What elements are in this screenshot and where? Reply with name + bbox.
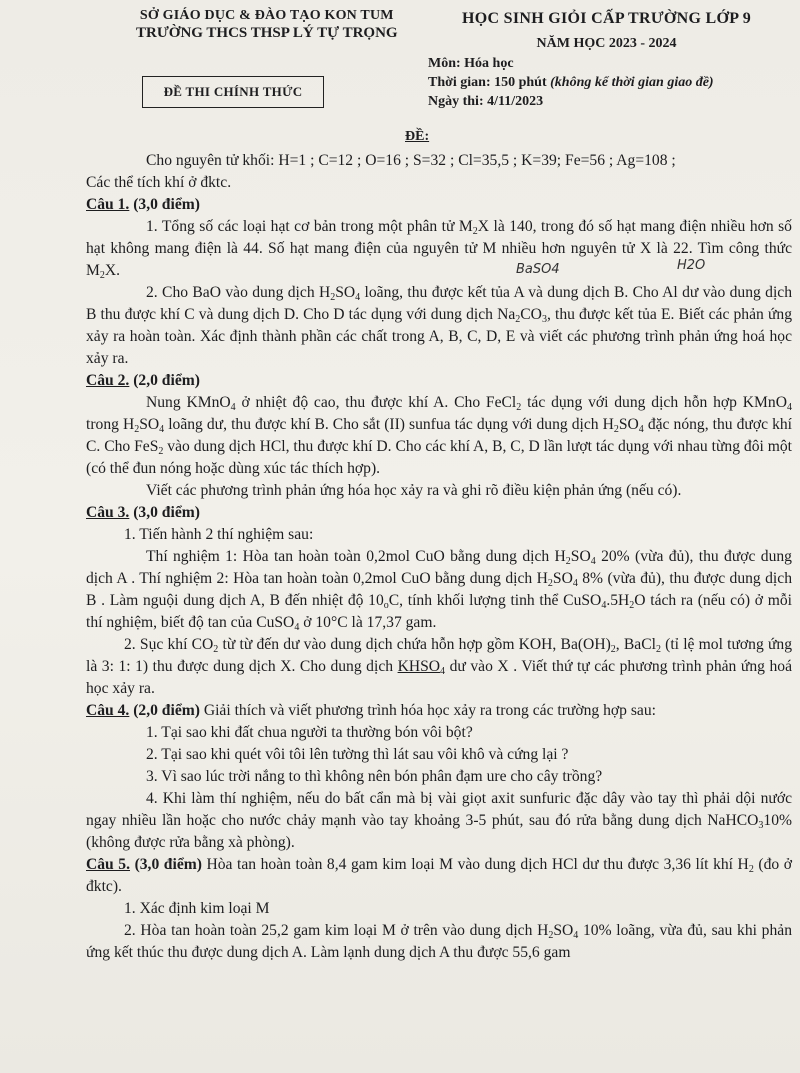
question-2-title: Câu 2. (2,0 điểm) — [86, 372, 200, 389]
official-exam-box — [142, 76, 324, 108]
exam-time: Thời gian: 150 phút (không kể thời gian giao đề) — [428, 75, 714, 90]
dept-name: SỞ GIÁO DỤC & ĐÀO TẠO KON TUM — [139, 8, 394, 23]
question-3-part-1-text: Thí nghiệm 1: Hòa tan hoàn toàn 0,2mol CuO bằng dung dịch $H_2SO_4$ 20% (vừa đủ), thu được dung dịch A . Thí nghiệm 2: Hòa tan hoàn toàn 0,2mol CuO bằng dung dịch $H_2SO_4$ 8% (vừa đủ), thu được dung dịch B . Làm nguội dung dịch A, B đến nhiệt độ $10_oC$, tính khối lượng tinh thể $CuSO_4.5H_2O$ tách ra (nếu có) ở mỗi thí nghiệm, biết độ tan của CuSO$_4$ ở 10°C là 17,37 gam. — [86, 548, 792, 633]
question-3-title: Câu 3. (3,0 điểm) — [86, 504, 200, 521]
question-5-title: Câu 5. (3,0 điểm) Hòa tan hoàn toàn 8,4 gam kim loại M vào dung dịch HCl dư thu được 3,36 lít khí $H_2$ (đo ở đktc). — [86, 856, 792, 895]
question-3-part-2: 2. Sục khí $CO_2$ từ từ đến dư vào dung dịch chứa hỗn hợp gồm KOH, $Ba(OH)_2$, BaCl$_2$ (tỉ lệ mol tương ứng là 3: 1: 1) thu được dung dịch X. Cho dung dịch $KHSO_4$ dư vào X . Viết thứ tự các phương trình phản ứng hoá học xảy ra. — [86, 636, 793, 697]
question-1-part-1: 1. Tổng số các loại hạt cơ bản trong một phân tử $M_2X$ là 140, trong đó số hạt mang điện nhiều hơn số hạt không mang điện là 44. Số hạt mang điện của nguyên tử M nhiều hơn nguyên tử X là 22. Tìm công thức $M_2X$. — [86, 218, 792, 281]
question-5-part-2: 2. Hòa tan hoàn toàn 25,2 gam kim loại M ở trên vào dung dịch $H_2SO_4$ 10% loãng, vừa đủ, sau khi phản ứng kết thúc thu được dung dịch A. Làm lạnh dung dịch A thu được 55,6 gam — [86, 922, 792, 961]
school-name: TRƯỜNG THCS THSP LÝ TỰ TRỌNG — [136, 25, 398, 41]
question-4-item-2: 2. Tại sao khi quét vôi tôi lên tường thì lát sau vôi khô và cứng lại ? — [146, 746, 569, 763]
competition-title: HỌC SINH GIỎI CẤP TRƯỜNG LỚP 9 — [462, 10, 752, 27]
gas-condition: Các thể tích khí ở đktc. — [86, 174, 232, 191]
exam-meta — [428, 54, 714, 111]
exam-body — [86, 150, 792, 964]
header-right — [462, 10, 751, 52]
question-4-item-1: 1. Tại sao khi đất chua người ta thường bón vôi bột? — [146, 724, 473, 741]
question-1-title: Câu 1. (3,0 điểm) — [86, 196, 200, 213]
official-label: ĐỀ THI CHÍNH THỨC — [163, 84, 303, 99]
de-heading: ĐỀ: — [405, 129, 430, 144]
question-4-title: Câu 4. (2,0 điểm) Giải thích và viết phương trình hóa học xảy ra trong các trường hợp sau: — [86, 702, 656, 719]
question-4-item-3: 3. Vì sao lúc trời nắng to thì không nên bón phân đạm ure cho cây trồng? — [146, 768, 603, 785]
school-year: NĂM HỌC 2023 - 2024 — [536, 36, 677, 51]
question-3-part-1-intro: 1. Tiến hành 2 thí nghiệm sau: — [124, 526, 314, 543]
exam-date: Ngày thi: 4/11/2023 — [428, 94, 544, 109]
handwritten-note-baso4: BaSO4 — [516, 262, 560, 277]
question-2-request: Viết các phương trình phản ứng hóa học xảy ra và ghi rõ điều kiện phản ứng (nếu có). — [146, 482, 682, 499]
subject: Môn: Hóa học — [428, 56, 514, 71]
question-1-part-2: 2. Cho BaO vào dung dịch $H_2SO_4$ loãng, thu được kết tủa A và dung dịch B. Cho Al dư vào dung dịch B thu được khí C và dung dịch D. Cho D tác dụng với dung dịch $Na_2CO_3$, thu được kết tủa E. Biết các phản ứng xảy ra hoàn toàn. Xác định thành phần các chất trong A, B, C, D, E và viết các phương trình phản ứng hoá học xảy ra. — [86, 284, 792, 367]
question-2-text: Nung KMnO$_4$ ở nhiệt độ cao, thu được khí A. Cho FeCl$_2$ tác dụng với dung dịch hỗn hợp KMnO$_4$ trong $H_2SO_4$ loãng dư, thu được khí B. Cho sắt (II) sunfua tác dụng với dung dịch $H_2SO_4$ đặc nóng, thu được khí C. Cho FeS$_2$ vào dung dịch HCl, thu được khí D. Cho các khí A, B, C, D lần lượt tác dụng với nhau từng đôi một (có thể đun nóng hoặc dùng xúc tác thích hợp). — [86, 394, 792, 477]
question-4-item-4: 4. Khi làm thí nghiệm, nếu do bất cẩn mà bị vài giọt axit sunfuric đặc dây vào tay thì phải dội nước ngay nhiều lần hoặc cho nước chảy mạnh vào tay khoảng 3-5 phút, sau đó rửa bằng dung dịch NaHCO$_3$10% (không được rửa bằng xà phòng). — [86, 790, 792, 851]
handwritten-note-h2o: H2O — [677, 258, 706, 273]
header-left — [136, 8, 398, 42]
atomic-masses: Cho nguyên tử khối: H=1 ; C=12 ; O=16 ; S=32 ; Cl=35,5 ; K=39; Fe=56 ; Ag=108 ; — [146, 152, 676, 169]
question-5-part-1: 1. Xác định kim loại M — [124, 900, 270, 917]
